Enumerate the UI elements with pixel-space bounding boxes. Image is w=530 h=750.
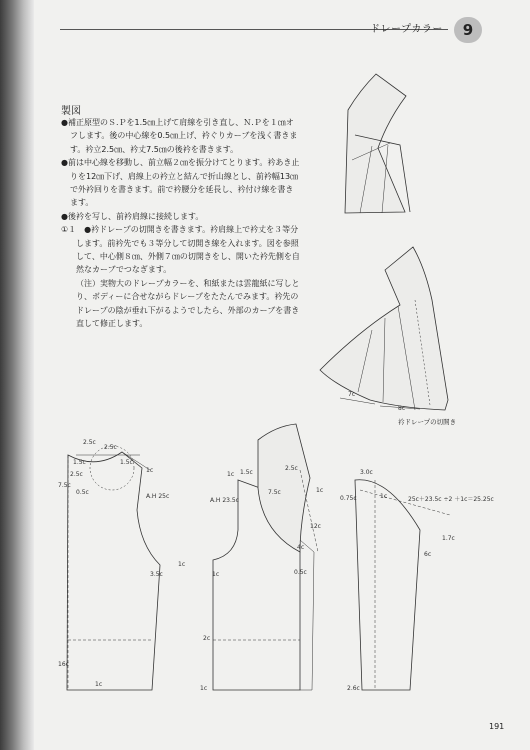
dim-1c-b: 1c bbox=[178, 561, 186, 568]
diagram-caption: 衿ドレープの切開き bbox=[398, 418, 457, 426]
dim-1c-f: 1c bbox=[212, 571, 220, 578]
paragraph-3: ●後衿を写し、前衿肩線に接続します。 bbox=[61, 211, 204, 221]
dim-1-5c-c: 1.5c bbox=[240, 469, 253, 476]
section-title: 製図 bbox=[61, 106, 81, 117]
dim-2-5c-a: 2.5c bbox=[83, 439, 96, 446]
sleeve-pattern bbox=[355, 480, 450, 690]
dim-ah-25c: A.H 25c bbox=[146, 493, 170, 500]
dim-12c: 12c bbox=[310, 523, 321, 530]
paragraph-1: ●補正原型のＳ.Ｐを1.5㎝上げて肩線を引き直し、Ｎ.Ｐを１㎝オフします。後の中心線を0.5㎝上げ、衿ぐりカーブを浅く書きます。衿立2.5㎝、衿丈7.5㎝の後衿を書きます。 bbox=[61, 118, 298, 154]
dim-3-5c: 3.5c bbox=[150, 571, 163, 578]
dim-7-5c-b: 7.5c bbox=[268, 489, 281, 496]
dim-7c: 7c bbox=[348, 391, 356, 398]
collar-drape-diagram bbox=[320, 247, 448, 410]
back-bodice-pattern bbox=[67, 446, 160, 690]
dim-1-7c: 1.7c bbox=[442, 535, 455, 542]
paragraph-5: （注）実物大のドレープカラーを、和紙または雲龍紙に写しとり、ボディーに合せながらドレープをたたんでみます。衿先のドレープの陰が垂れ下がるようでしたら、外部のカーブを書き直して修正します。 bbox=[76, 278, 300, 329]
dim-2-5c-d: 2.5c bbox=[285, 465, 298, 472]
page-number: 191 bbox=[489, 722, 505, 731]
dim-1c-a: 1c bbox=[146, 467, 154, 474]
collar-diagram-top bbox=[345, 74, 410, 213]
dim-0-5c: 0.5c bbox=[76, 489, 89, 496]
dim-2-6c: 2.6c bbox=[347, 685, 360, 692]
dim-1c-g: 1c bbox=[200, 685, 208, 692]
dim-2-5c-c: 2.5c bbox=[70, 471, 83, 478]
dim-16c: 16c bbox=[58, 661, 69, 668]
dim-1-5c-b: 1.5c bbox=[120, 459, 133, 466]
dim-4c: 4c bbox=[297, 544, 305, 551]
dim-0-75c: 0.75c bbox=[340, 495, 357, 502]
sleeve-formula: 25c＋23.5c ÷2 ＋1c＝25.25c bbox=[408, 496, 494, 503]
chapter-badge: 9 bbox=[454, 17, 482, 43]
dim-7-5c: 7.5c bbox=[58, 482, 71, 489]
header-title: ドレープカラー bbox=[370, 24, 443, 35]
dim-ah-23-5c: A.H 23.5c bbox=[210, 497, 239, 504]
paragraph-2: ●前は中心線を移動し、前立幅２㎝を振分けてとります。衿あき止りを12㎝下げ、肩線上の衿立と結んで折山線とし、前衿幅13㎝で外衿回りを書きます。前で衿腰分を延長し、衿付け線を書きます。 bbox=[61, 158, 300, 208]
dim-1c-h: 1c bbox=[380, 493, 388, 500]
dim-6c: 6c bbox=[424, 551, 432, 558]
paragraph-4: ①１ ●衿ドレープの切開きを書きます。衿肩線上で衿丈を３等分します。前衿先でも３等分して切開き線を入れます。図を参照して、中心側８㎝、外側７㎝の切開きをし、開いた衿先側を自然なカーブでつなぎます。 bbox=[61, 225, 300, 275]
dim-2-5c-b: 2.5c bbox=[104, 444, 117, 451]
dim-8c: 8c bbox=[398, 405, 406, 412]
dim-1c-d: 1c bbox=[227, 471, 235, 478]
dim-2c: 2c bbox=[203, 635, 211, 642]
dim-1c-c: 1c bbox=[95, 681, 103, 688]
dim-1c-e: 1c bbox=[316, 487, 324, 494]
front-bodice-pattern bbox=[213, 424, 318, 690]
dim-3-0c: 3.0c bbox=[360, 469, 373, 476]
dim-0-5c-b: 0.5c bbox=[294, 569, 307, 576]
dim-1-5c: 1.5c bbox=[73, 459, 86, 466]
